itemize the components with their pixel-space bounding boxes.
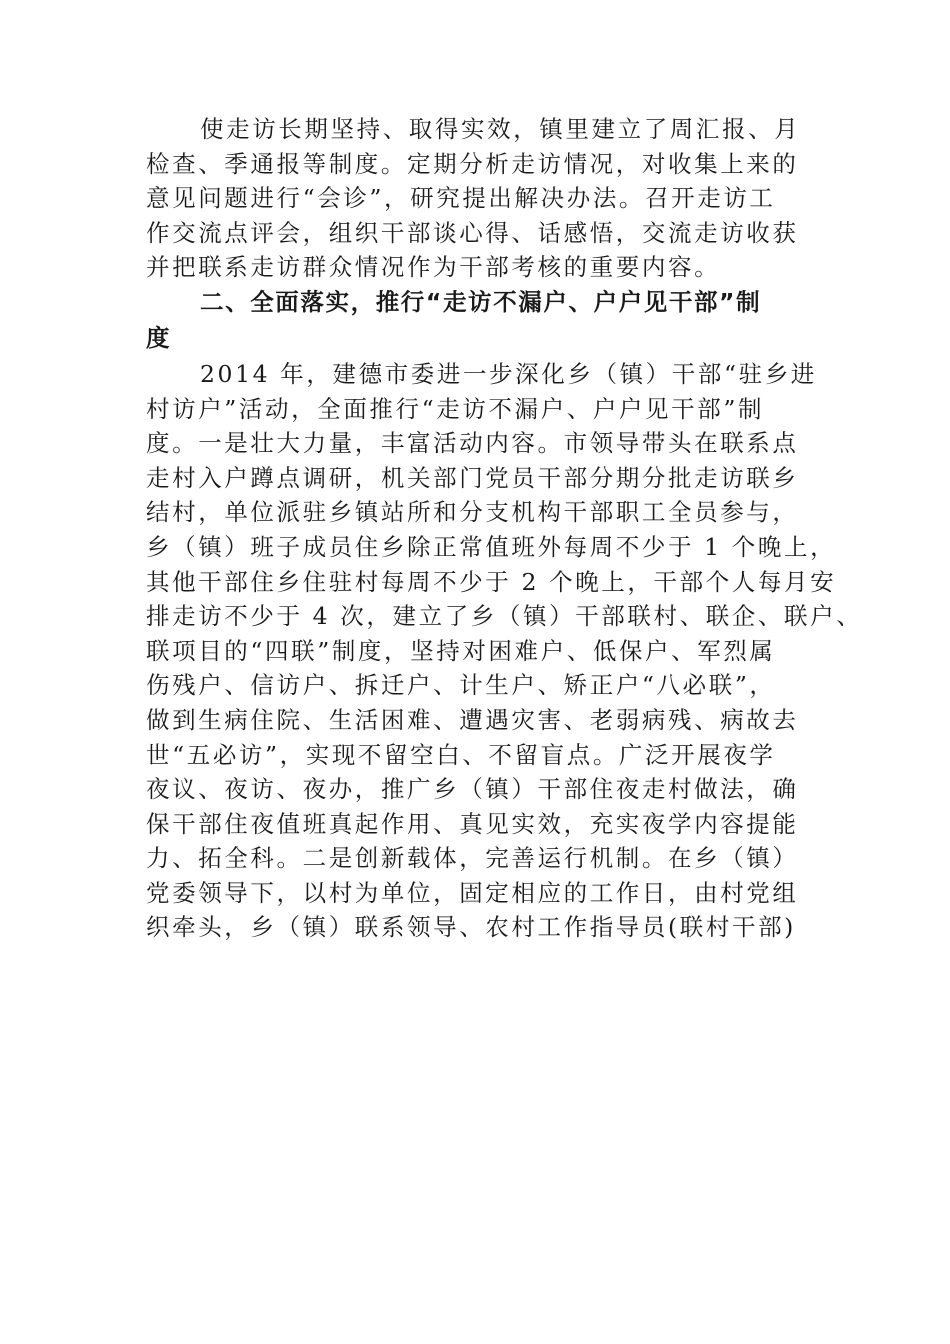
text-line: 党委领导下，以村为单位，固定相应的工作日，由村党组 [146, 878, 799, 907]
document-body [146, 112, 863, 945]
text-line: 走村入户蹲点调研，机关部门党员干部分期分批走访联乡 [146, 463, 799, 492]
text-line: 作交流点评会，组织干部谈心得、话感悟，交流走访收获 [146, 218, 799, 247]
text-line: 伤残户、信访户、拆迁户、计生户、矫正户“八必联”， [146, 671, 776, 700]
paragraph-work-system [146, 112, 826, 285]
text-line: 度。一是壮大力量，丰富活动内容。市领导带头在联系点 [146, 429, 799, 458]
text-line: 织牵头，乡（镇）联系领导、农村工作指导员(联村干部) [146, 913, 796, 942]
text-line: 并把联系走访群众情况作为干部考核的重要内容。 [146, 253, 721, 282]
text-line: 力、拓全科。二是创新载体，完善运行机制。在乡（镇） [146, 844, 799, 873]
text-line: 排走访不少于 4 次，建立了乡（镇）干部联村、联企、联户、 [146, 602, 863, 631]
text-line: 夜议、夜访、夜办，推广乡（镇）干部住夜走村做法，确 [146, 775, 799, 804]
text-line: 做到生病住院、生活困难、遭遇灾害、老弱病残、病故去 [146, 705, 799, 734]
text-line: 其他干部住乡住驻村每周不少于 2 个晚上，干部个人每月安 [146, 567, 837, 596]
text-line: 意见问题进行“会诊”，研究提出解决办法。召开走访工 [146, 184, 776, 213]
text-line: 2014 年，建德市委进一步深化乡（镇）干部“驻乡进 [200, 359, 817, 388]
text-line: 保干部住夜值班真起作用、真见实效，充实夜学内容提能 [146, 809, 799, 838]
text-line: 联项目的“四联”制度，坚持对困难户、低保户、军烈属 [146, 636, 776, 665]
text-line: 村访户”活动，全面推行“走访不漏户、户户见干部”制 [146, 394, 765, 423]
text-line: 世“五必访”，实现不留空白、不留盲点。广泛开展夜学 [146, 740, 776, 769]
text-line: 结村，单位派驻乡镇站所和分支机构干部职工全员参与， [146, 498, 799, 527]
text-line: 检查、季通报等制度。定期分析走访情况，对收集上来的 [146, 149, 799, 178]
section-heading [146, 285, 826, 357]
text-line: 乡（镇）班子成员住乡除正常值班外每周不少于 1 个晚上， [146, 532, 837, 561]
text-line: 使走访长期坚持、取得实效，镇里建立了周汇报、月 [200, 115, 801, 143]
heading-line: 度 [146, 323, 172, 352]
heading-line: 二、全面落实，推行“走访不漏户、户户见干部”制 [200, 287, 762, 316]
paragraph-2014-initiative [146, 357, 863, 945]
